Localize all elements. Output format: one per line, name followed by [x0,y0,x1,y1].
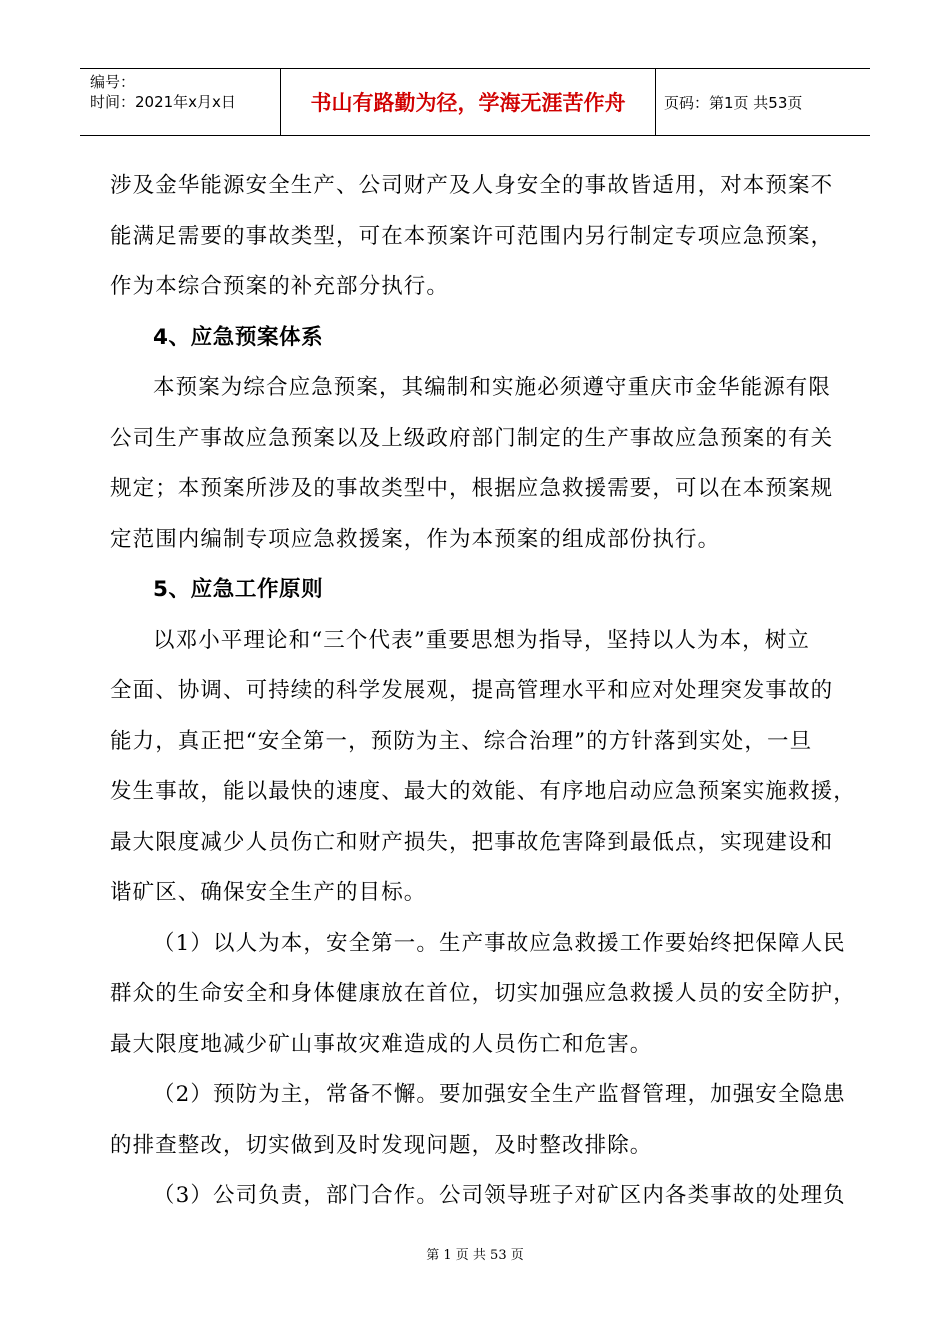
section-heading-4: 4、应急预案体系 [153,324,324,350]
paragraph-line: 全面、协调、可持续的科学发展观，提高管理水平和应对处理突发事故的 [110,678,834,703]
paragraph-line: 群众的生命安全和身体健康放在首位，切实加强应急救援人员的安全防护， [110,981,856,1006]
document-time-label: 时间：2021年x月x日 [90,93,236,111]
paragraph-line: 本预案为综合应急预案，其编制和实施必须遵守重庆市金华能源有限 [153,375,832,400]
paragraph-line: 谐矿区、确保安全生产的目标。 [110,880,427,905]
paragraph-line: 涉及金华能源安全生产、公司财产及人身安全的事故皆适用，对本预案不 [110,173,834,198]
paragraph-line: （3）公司负责，部门合作。公司领导班子对矿区内各类事故的处理负 [153,1183,846,1208]
paragraph-line: 能满足需要的事故类型，可在本预案许可范围内另行制定专项应急预案， [110,223,834,249]
paragraph-line: 最大限度减少人员伤亡和财产损失，把事故危害降到最低点，实现建设和 [110,829,834,855]
document-header [80,68,870,136]
paragraph-line: 以邓小平理论和“三个代表”重要思想为指导，坚持以人为本，树立 [153,627,810,653]
header-motto: 书山有路勤为径，学海无涯苦作舟 [281,69,656,135]
paragraph-line: 公司生产事故应急预案以及上级政府部门制定的生产事故应急预案的有关 [110,425,834,451]
document-body [110,166,856,1227]
header-meta [80,69,281,135]
header-page-info: 页码：第1页 共53页 [664,93,803,112]
page-footer: 第 1 页 共 53 页 [426,1248,524,1263]
paragraph-line: 最大限度地减少矿山事故灾难造成的人员伤亡和危害。 [110,1031,653,1057]
document-number-label: 编号： [90,73,136,91]
section-heading-5: 5、应急工作原则 [153,577,324,602]
paragraph-line: 作为本综合预案的补充部分执行。 [110,274,450,299]
paragraph-line: 定范围内编制专项应急救援案，作为本预案的组成部份执行。 [110,526,721,552]
paragraph-line: 能力，真正把“安全第一，预防为主、综合治理”的方针落到实处，一旦 [110,728,813,754]
paragraph-line: 规定；本预案所涉及的事故类型中，根据应急救援需要，可以在本预案规 [110,476,834,501]
paragraph-line: （2）预防为主，常备不懈。要加强安全生产监督管理，加强安全隐患 [153,1082,846,1107]
paragraph-line: 的排查整改，切实做到及时发现问题，及时整改排除。 [110,1132,653,1158]
paragraph-line: （1）以人为本，安全第一。生产事故应急救援工作要始终把保障人民 [153,930,846,956]
paragraph-line: 发生事故，能以最快的速度、最大的效能、有序地启动应急预案实施救援， [110,779,856,804]
